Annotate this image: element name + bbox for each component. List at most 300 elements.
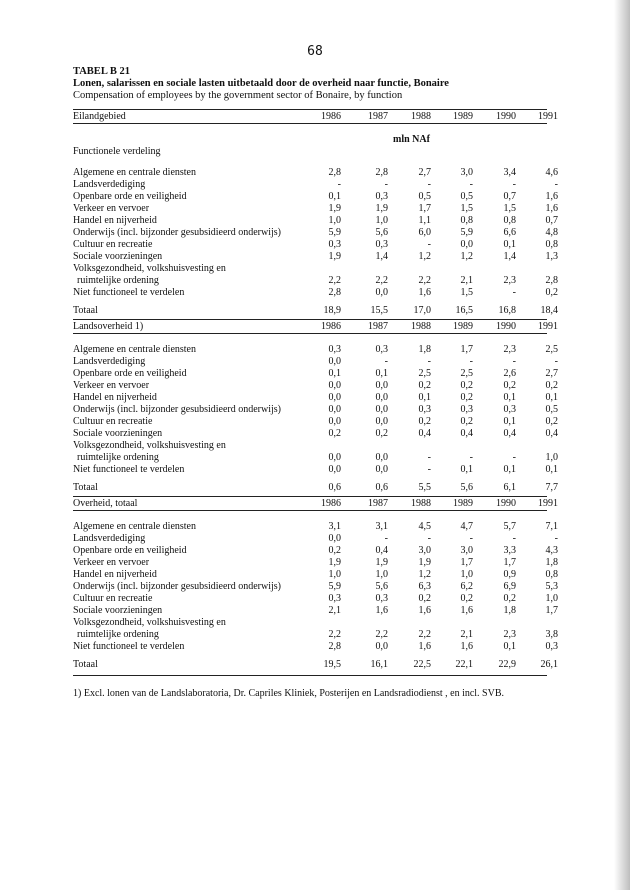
row-label: Cultuur en recreatie <box>73 593 153 604</box>
cell-value: - <box>337 179 341 190</box>
table-heading <box>73 66 449 102</box>
row-label: ruimtelijke ordening <box>77 629 159 640</box>
row-label: Cultuur en recreatie <box>73 239 153 250</box>
total-row <box>73 659 558 671</box>
cell-value: 5,9 <box>328 581 341 592</box>
cell-value: 0,5 <box>460 191 473 202</box>
table-row-label-line <box>73 263 547 275</box>
cell-value: 0,0 <box>375 287 388 298</box>
table-row <box>73 557 558 569</box>
total-row <box>73 482 558 494</box>
total-row <box>73 305 558 317</box>
total-value: 26,1 <box>540 659 558 670</box>
cell-value: 0,0 <box>328 404 341 415</box>
unit-row <box>73 134 547 146</box>
year-header: 1987 <box>368 498 388 509</box>
cell-value: 0,9 <box>503 569 516 580</box>
cell-value: 0,2 <box>418 593 431 604</box>
cell-value: 4,8 <box>545 227 558 238</box>
cell-value: 1,9 <box>328 557 341 568</box>
cell-value: 0,3 <box>328 593 341 604</box>
cell-value: 0,7 <box>503 191 516 202</box>
row-label: Volksgezondheid, volkshuisvesting en <box>73 440 226 451</box>
cell-value: 2,3 <box>503 629 516 640</box>
cell-value: 6,9 <box>503 581 516 592</box>
cell-value: - <box>554 179 558 190</box>
table-row-label-line <box>73 440 547 452</box>
year-header: 1990 <box>496 498 516 509</box>
cell-value: 0,2 <box>503 380 516 391</box>
row-label: Landsverdediging <box>73 179 146 190</box>
cell-value: - <box>469 179 473 190</box>
total-value: 5,6 <box>460 482 473 493</box>
cell-value: 0,8 <box>545 569 558 580</box>
cell-value: 1,2 <box>418 251 431 262</box>
total-value: 16,5 <box>455 305 473 316</box>
cell-value: 0,2 <box>460 380 473 391</box>
table-row <box>73 344 558 356</box>
cell-value: 0,0 <box>328 356 341 367</box>
year-header: 1991 <box>538 111 558 122</box>
cell-value: 6,2 <box>460 581 473 592</box>
cell-value: 1,6 <box>375 605 388 616</box>
cell-value: 4,7 <box>460 521 473 532</box>
cell-value: 0,0 <box>328 416 341 427</box>
cell-value: - <box>427 464 431 475</box>
cell-value: 4,6 <box>545 167 558 178</box>
cell-value: 0,2 <box>545 416 558 427</box>
cell-value: 0,2 <box>545 287 558 298</box>
total-label: Totaal <box>73 305 98 316</box>
cell-value: 1,6 <box>418 641 431 652</box>
cell-value: 1,0 <box>460 569 473 580</box>
row-label: Openbare orde en veiligheid <box>73 191 187 202</box>
total-value: 17,0 <box>413 305 431 316</box>
section-landsoverheid <box>73 319 558 494</box>
cell-value: 0,1 <box>503 464 516 475</box>
cell-value: 6,0 <box>418 227 431 238</box>
row-label: Onderwijs (incl. bijzonder gesubsidieerd onderwijs) <box>73 404 282 415</box>
cell-value: 0,4 <box>418 428 431 439</box>
table-row <box>73 533 558 545</box>
cell-value: - <box>469 533 473 544</box>
row-label: ruimtelijke ordening <box>77 275 159 286</box>
cell-value: - <box>469 356 473 367</box>
row-label: Sociale voorzieningen <box>73 605 163 616</box>
cell-value: 0,1 <box>328 191 341 202</box>
cell-value: 0,3 <box>375 191 388 202</box>
cell-value: 0,3 <box>375 239 388 250</box>
cell-value: 0,0 <box>328 380 341 391</box>
cell-value: 0,0 <box>375 380 388 391</box>
table-row-label-line <box>73 617 547 629</box>
cell-value: 2,6 <box>503 368 516 379</box>
cell-value: 0,4 <box>545 428 558 439</box>
row-label: Volksgezondheid, volkshuisvesting en <box>73 617 226 628</box>
cell-value: 1,6 <box>418 287 431 298</box>
cell-value: - <box>512 179 516 190</box>
cell-value: 2,2 <box>328 629 341 640</box>
cell-value: 0,0 <box>375 464 388 475</box>
total-value: 16,1 <box>370 659 388 670</box>
cell-value: 3,3 <box>503 545 516 556</box>
cell-value: 0,5 <box>418 191 431 202</box>
cell-value: 1,6 <box>460 605 473 616</box>
year-header: 1986 <box>321 321 341 332</box>
row-label: Verkeer en vervoer <box>73 203 150 214</box>
cell-value: 0,0 <box>328 533 341 544</box>
cell-value: - <box>512 452 516 463</box>
row-label: ruimtelijke ordening <box>77 452 159 463</box>
cell-value: 0,2 <box>375 428 388 439</box>
cell-value: 3,0 <box>418 545 431 556</box>
cell-value: 0,8 <box>545 239 558 250</box>
cell-value: 0,0 <box>375 404 388 415</box>
cell-value: - <box>427 533 431 544</box>
cell-value: 1,0 <box>375 569 388 580</box>
cell-value: 2,5 <box>460 368 473 379</box>
cell-value: - <box>554 356 558 367</box>
cell-value: 3,8 <box>545 629 558 640</box>
table-row <box>73 593 558 605</box>
cell-value: 0,3 <box>375 593 388 604</box>
cell-value: 2,1 <box>460 275 473 286</box>
cell-value: 3,1 <box>375 521 388 532</box>
section-eilandgebied <box>73 109 558 317</box>
cell-value: 1,6 <box>460 641 473 652</box>
cell-value: 0,3 <box>503 404 516 415</box>
cell-value: 1,0 <box>328 569 341 580</box>
cell-value: 0,2 <box>460 416 473 427</box>
total-value: 6,1 <box>503 482 516 493</box>
cell-value: 5,9 <box>460 227 473 238</box>
cell-value: 1,3 <box>545 251 558 262</box>
cell-value: 0,1 <box>460 464 473 475</box>
cell-value: 2,2 <box>418 275 431 286</box>
row-label: Verkeer en vervoer <box>73 557 150 568</box>
total-value: 16,8 <box>498 305 516 316</box>
cell-value: - <box>384 356 388 367</box>
table-row <box>73 356 558 368</box>
row-label: Sociale voorzieningen <box>73 251 163 262</box>
spacer <box>73 334 547 344</box>
table-title-nl: Lonen, salarissen en sociale lasten uitbetaald door de overheid naar functie, Bonaire <box>73 78 449 89</box>
cell-value: 0,0 <box>328 452 341 463</box>
cell-value: 0,2 <box>460 392 473 403</box>
cell-value: 1,4 <box>375 251 388 262</box>
cell-value: 0,2 <box>328 428 341 439</box>
cell-value: 3,1 <box>328 521 341 532</box>
cell-value: - <box>427 239 431 250</box>
cell-value: 2,8 <box>375 167 388 178</box>
cell-value: 1,8 <box>545 557 558 568</box>
row-label: Verkeer en vervoer <box>73 380 150 391</box>
total-label: Totaal <box>73 482 98 493</box>
row-label: Niet functioneel te verdelen <box>73 287 185 298</box>
cell-value: 0,0 <box>375 392 388 403</box>
cell-value: 1,2 <box>418 569 431 580</box>
spacer <box>73 511 547 521</box>
total-value: 15,5 <box>370 305 388 316</box>
cell-value: 1,0 <box>545 593 558 604</box>
year-header: 1990 <box>496 321 516 332</box>
cell-value: 2,1 <box>460 629 473 640</box>
cell-value: 1,7 <box>460 557 473 568</box>
cell-value: 1,5 <box>460 203 473 214</box>
section-header <box>73 496 558 511</box>
cell-value: - <box>427 356 431 367</box>
total-value: 19,5 <box>323 659 341 670</box>
year-header: 1988 <box>411 111 431 122</box>
table-row <box>73 239 558 251</box>
cell-value: 1,1 <box>418 215 431 226</box>
cell-value: 1,9 <box>375 557 388 568</box>
cell-value: 2,5 <box>545 344 558 355</box>
row-label: Algemene en centrale diensten <box>73 344 196 355</box>
table-row <box>73 428 558 440</box>
cell-value: 5,6 <box>375 581 388 592</box>
table-row <box>73 251 558 263</box>
year-header: 1988 <box>411 498 431 509</box>
cell-value: 0,0 <box>375 416 388 427</box>
row-label: Landsverdediging <box>73 533 146 544</box>
cell-value: 3,4 <box>503 167 516 178</box>
cell-value: 0,1 <box>503 641 516 652</box>
cell-value: 0,0 <box>375 641 388 652</box>
cell-value: 0,5 <box>545 404 558 415</box>
cell-value: 1,9 <box>328 203 341 214</box>
cell-value: 1,6 <box>418 605 431 616</box>
table-body <box>73 109 558 700</box>
table-row <box>73 416 558 428</box>
table-row <box>73 215 558 227</box>
cell-value: 3,0 <box>460 167 473 178</box>
cell-value: 5,9 <box>328 227 341 238</box>
table-row <box>73 605 558 617</box>
cell-value: 2,7 <box>545 368 558 379</box>
cell-value: 0,1 <box>545 464 558 475</box>
table-row <box>73 404 558 416</box>
cell-value: - <box>384 533 388 544</box>
cell-value: 0,7 <box>545 215 558 226</box>
row-label: Landsverdediging <box>73 356 146 367</box>
page-number: 68 <box>307 44 323 59</box>
year-header: 1989 <box>453 111 473 122</box>
cell-value: 0,1 <box>418 392 431 403</box>
cell-value: 1,8 <box>418 344 431 355</box>
section-header <box>73 319 558 334</box>
year-header: 1991 <box>538 498 558 509</box>
cell-value: 0,0 <box>328 464 341 475</box>
total-value: 5,5 <box>418 482 431 493</box>
row-label: Handel en nijverheid <box>73 392 157 403</box>
cell-value: 0,2 <box>418 380 431 391</box>
row-label: Sociale voorzieningen <box>73 428 163 439</box>
row-label: Onderwijs (incl. bijzonder gesubsidieerd onderwijs) <box>73 581 282 592</box>
cell-value: 1,4 <box>503 251 516 262</box>
total-value: 18,9 <box>323 305 341 316</box>
cell-value: - <box>384 179 388 190</box>
row-label: Volksgezondheid, volkshuisvesting en <box>73 263 226 274</box>
cell-value: 0,4 <box>375 545 388 556</box>
cell-value: 6,3 <box>418 581 431 592</box>
table-title-en: Compensation of employees by the government sector of Bonaire, by function <box>73 90 403 101</box>
cell-value: - <box>427 179 431 190</box>
cell-value: 2,2 <box>375 275 388 286</box>
cell-value: 2,5 <box>418 368 431 379</box>
cell-value: - <box>512 287 516 298</box>
cell-value: - <box>554 533 558 544</box>
table-row <box>73 167 558 179</box>
cell-value: 0,3 <box>545 641 558 652</box>
cell-value: 2,2 <box>375 629 388 640</box>
cell-value: 0,3 <box>328 239 341 250</box>
cell-value: 4,3 <box>545 545 558 556</box>
cell-value: 2,8 <box>328 287 341 298</box>
table-row <box>73 203 558 215</box>
table-row <box>73 452 558 464</box>
table-row <box>73 464 558 476</box>
year-header: 1986 <box>321 111 341 122</box>
table-row <box>73 545 558 557</box>
cell-value: 0,1 <box>503 239 516 250</box>
cell-value: - <box>469 452 473 463</box>
year-header: 1986 <box>321 498 341 509</box>
total-value: 18,4 <box>540 305 558 316</box>
subheading: Functionele verdeling <box>73 146 161 157</box>
cell-value: 0,0 <box>375 452 388 463</box>
footnote: 1) Excl. lonen van de Landslaboratoria, Dr. Capriles Kliniek, Posterijen en Landsradiodienst , en incl. SVB. <box>73 688 505 699</box>
cell-value: 4,5 <box>418 521 431 532</box>
cell-value: 0,1 <box>328 368 341 379</box>
cell-value: 0,2 <box>418 416 431 427</box>
cell-value: - <box>512 533 516 544</box>
cell-value: 5,3 <box>545 581 558 592</box>
table-row <box>73 368 558 380</box>
cell-value: 0,3 <box>328 344 341 355</box>
cell-value: 1,9 <box>375 203 388 214</box>
cell-value: 0,2 <box>328 545 341 556</box>
cell-value: 1,7 <box>460 344 473 355</box>
section-name: Landsoverheid 1) <box>73 321 144 332</box>
cell-value: 2,3 <box>503 275 516 286</box>
cell-value: 2,8 <box>545 275 558 286</box>
cell-value: 0,1 <box>503 392 516 403</box>
table-row <box>73 227 558 239</box>
cell-value: 1,5 <box>503 203 516 214</box>
table-row <box>73 521 558 533</box>
cell-value: 0,1 <box>375 368 388 379</box>
total-value: 22,9 <box>498 659 516 670</box>
table-row <box>73 629 558 641</box>
cell-value: 0,2 <box>503 593 516 604</box>
cell-value: 1,6 <box>545 203 558 214</box>
table-row <box>73 191 558 203</box>
cell-value: - <box>512 356 516 367</box>
table-row <box>73 392 558 404</box>
section-name: Eilandgebied <box>73 111 126 122</box>
table-row <box>73 275 558 287</box>
row-label: Algemene en centrale diensten <box>73 167 196 178</box>
cell-value: 1,6 <box>545 191 558 202</box>
total-value: 0,6 <box>375 482 388 493</box>
cell-value: 6,6 <box>503 227 516 238</box>
cell-value: - <box>427 452 431 463</box>
cell-value: 5,7 <box>503 521 516 532</box>
cell-value: 1,5 <box>460 287 473 298</box>
cell-value: 0,2 <box>545 380 558 391</box>
cell-value: 0,2 <box>460 593 473 604</box>
cell-value: 1,9 <box>328 251 341 262</box>
cell-value: 0,4 <box>460 428 473 439</box>
year-header: 1988 <box>411 321 431 332</box>
cell-value: 7,1 <box>545 521 558 532</box>
cell-value: 2,3 <box>503 344 516 355</box>
table-row <box>73 380 558 392</box>
row-label: Onderwijs (incl. bijzonder gesubsidieerd onderwijs) <box>73 227 282 238</box>
cell-value: 1,0 <box>545 452 558 463</box>
cell-value: 5,6 <box>375 227 388 238</box>
bottom-rule <box>73 675 547 676</box>
row-label: Handel en nijverheid <box>73 569 157 580</box>
row-label: Niet functioneel te verdelen <box>73 641 185 652</box>
table-row <box>73 179 558 191</box>
cell-value: 2,2 <box>418 629 431 640</box>
cell-value: 1,0 <box>375 215 388 226</box>
year-header: 1989 <box>453 321 473 332</box>
cell-value: 0,0 <box>460 239 473 250</box>
cell-value: 0,0 <box>328 392 341 403</box>
cell-value: 0,3 <box>460 404 473 415</box>
row-label: Openbare orde en veiligheid <box>73 368 187 379</box>
table-row <box>73 581 558 593</box>
cell-value: 0,3 <box>375 344 388 355</box>
row-label: Cultuur en recreatie <box>73 416 153 427</box>
table-id: TABEL B 21 <box>73 66 130 77</box>
cell-value: 1,2 <box>460 251 473 262</box>
table-row <box>73 287 558 299</box>
cell-value: 0,1 <box>545 392 558 403</box>
page-edge-shadow <box>614 0 630 890</box>
cell-value: 1,7 <box>503 557 516 568</box>
cell-value: 0,1 <box>503 416 516 427</box>
year-header: 1987 <box>368 111 388 122</box>
cell-value: 0,8 <box>503 215 516 226</box>
subheading-row <box>73 146 547 158</box>
cell-value: 1,8 <box>503 605 516 616</box>
year-header: 1989 <box>453 498 473 509</box>
year-header: 1987 <box>368 321 388 332</box>
total-value: 0,6 <box>328 482 341 493</box>
total-label: Totaal <box>73 659 98 670</box>
cell-value: 1,7 <box>545 605 558 616</box>
section-overheid-totaal <box>73 496 558 671</box>
cell-value: 2,8 <box>328 167 341 178</box>
unit-label: mln NAf <box>393 134 430 145</box>
table-row <box>73 569 558 581</box>
row-label: Algemene en centrale diensten <box>73 521 196 532</box>
table-row <box>73 641 558 653</box>
cell-value: 0,3 <box>418 404 431 415</box>
cell-value: 2,8 <box>328 641 341 652</box>
section-name: Overheid, totaal <box>73 498 138 509</box>
cell-value: 0,8 <box>460 215 473 226</box>
cell-value: 1,7 <box>418 203 431 214</box>
row-label: Openbare orde en veiligheid <box>73 545 187 556</box>
cell-value: 0,4 <box>503 428 516 439</box>
row-label: Niet functioneel te verdelen <box>73 464 185 475</box>
cell-value: 1,9 <box>418 557 431 568</box>
